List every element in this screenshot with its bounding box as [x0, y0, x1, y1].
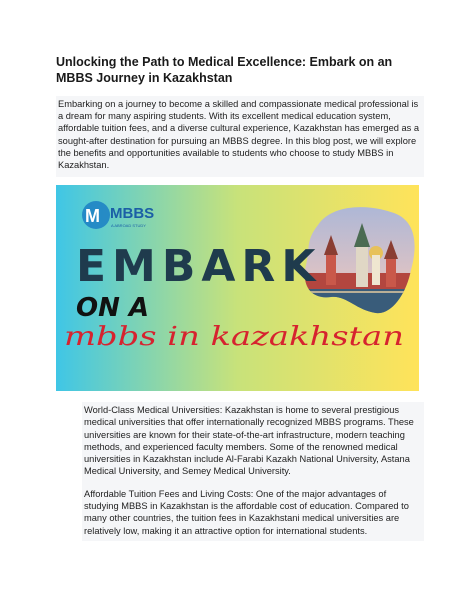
logo-subtext: A ABROAD STUDY [111, 223, 146, 228]
paragraph-tuition: Affordable Tuition Fees and Living Costs: One of the major advantages of studying MBBS in Kazakhstan is the affordable cost of education. Compared to many other countries, the tuition fees in Kazakhstani medical universities are relatively low, making it an attractive option for international students. [84, 488, 409, 536]
hero-banner [56, 185, 419, 391]
banner-line3: mbbs in kazakhstan [64, 322, 404, 352]
page-title: Unlocking the Path to Medical Excellence: Embark on an MBBS Journey in Kazakhstan [56, 55, 393, 85]
paragraph-universities: World-Class Medical Universities: Kazakhstan is home to several prestigious medical universities that offer internationally recognized MBBS programs. These universities are known for their state-of-the-art infrastructure, modern teaching methods, and experienced faculty members. Some of the renowned medical universities in Kazakhstan include Al-Farabi Kazakh National University, Astana Medical University, and Semey Medical University. [84, 405, 414, 477]
banner-line2: ON A [76, 293, 150, 323]
mbbs-logo [82, 201, 154, 229]
intro-paragraph: Embarking on a journey to become a skilled and compassionate medical professional is a dream for many aspiring students. With its excellent medical education system, affordable tuition fees, and a diverse cultural experience, Kazakhstan has emerged as a sought-after destination for pursuing an MBBS degree. In this blog post, we will explore the benefits and opportunities available to students who choose to study MBBS in Kazakhstan. [56, 96, 424, 177]
logo-text: MBBS [110, 205, 155, 222]
body-section [82, 402, 424, 541]
svg-text:M: M [85, 206, 100, 226]
banner-graphic [56, 185, 419, 391]
banner-headline: EMBARK [76, 241, 322, 292]
